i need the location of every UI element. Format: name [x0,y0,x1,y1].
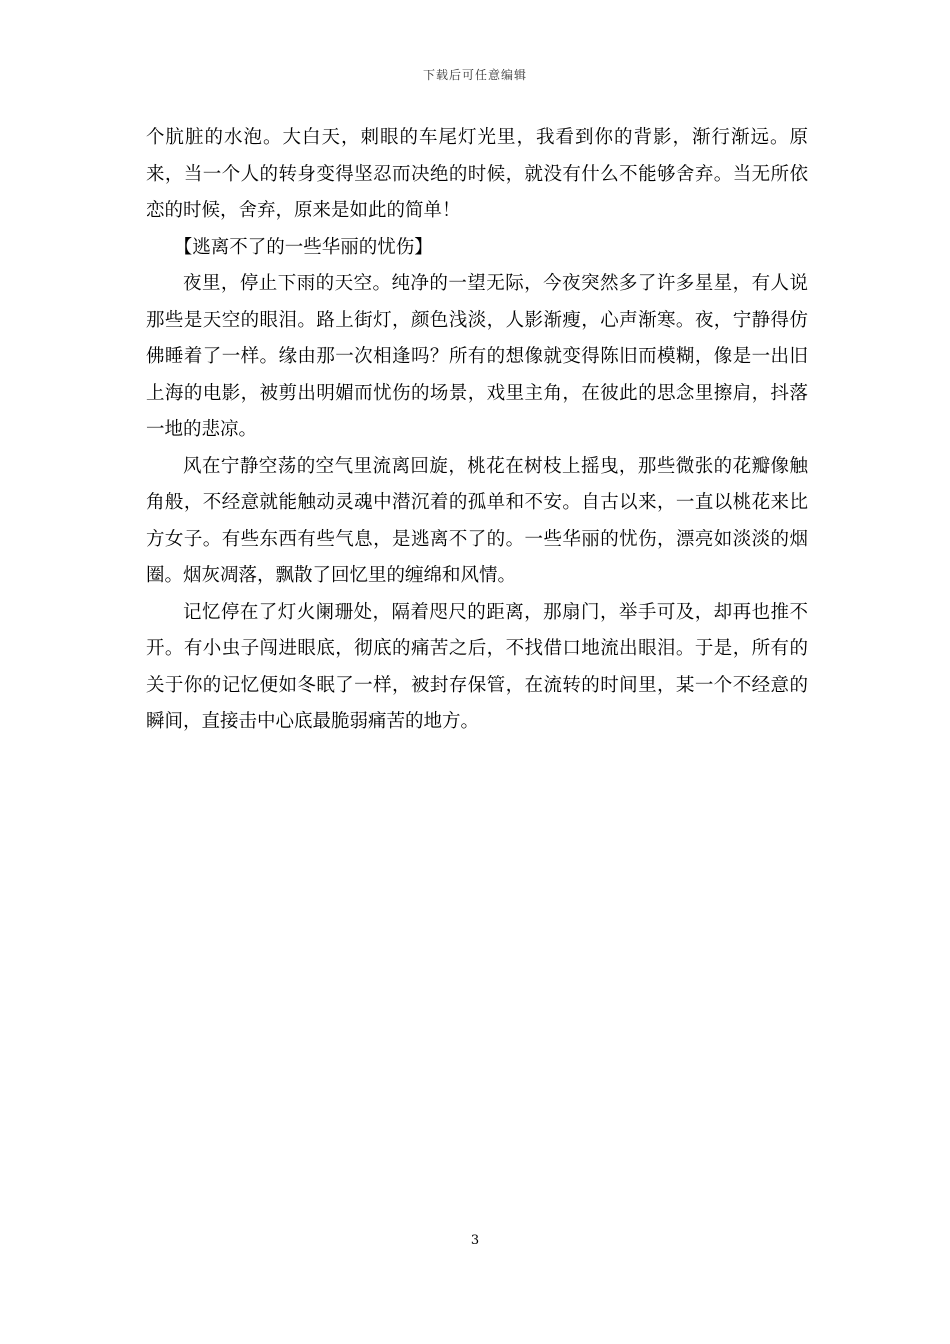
document-body [146,120,808,741]
paragraph: 记忆停在了灯火阑珊处，隔着咫尺的距离，那扇门，举手可及，却再也推不开。有小虫子闯进眼底，彻底的痛苦之后，不找借口地流出眼泪。于是，所有的关于你的记忆便如冬眠了一样，被封存保管，在流转的时间里，某一个不经意的瞬间，直接击中心底最脆弱痛苦的地方。 [146,601,808,732]
paragraph-continued: 个肮脏的水泡。大白天，刺眼的车尾灯光里，我看到你的背影，渐行渐远。原来，当一个人的转身变得坚忍而决绝的时候，就没有什么不能够舍弃。当无所依恋的时候，舍弃，原来是如此的简单！ [146,127,808,221]
paragraph: 夜里，停止下雨的天空。纯净的一望无际，今夜突然多了许多星星，有人说那些是天空的眼泪。路上街灯，颜色浅淡，人影渐瘦，心声渐寒。夜，宁静得仿佛睡着了一样。缘由那一次相逢吗？所有的想像就变得陈旧而模糊，像是一出旧上海的电影，被剪出明媚而忧伤的场景，戏里主角，在彼此的思念里擦肩，抖落一地的悲凉。 [146,273,808,440]
paragraph: 风在宁静空荡的空气里流离回旋，桃花在树枝上摇曳，那些微张的花瓣像触角般，不经意就能触动灵魂中潜沉着的孤单和不安。自古以来，一直以桃花来比方女子。有些东西有些气息，是逃离不了的。一些华丽的忧伤，漂亮如淡淡的烟圈。烟灰凋落，飘散了回忆里的缠绵和风情。 [146,455,808,586]
section-heading: 【逃离不了的一些华丽的忧伤】 [173,236,433,258]
page-number: 3 [470,1233,480,1248]
page-header: 下载后可任意编辑 [422,68,527,82]
